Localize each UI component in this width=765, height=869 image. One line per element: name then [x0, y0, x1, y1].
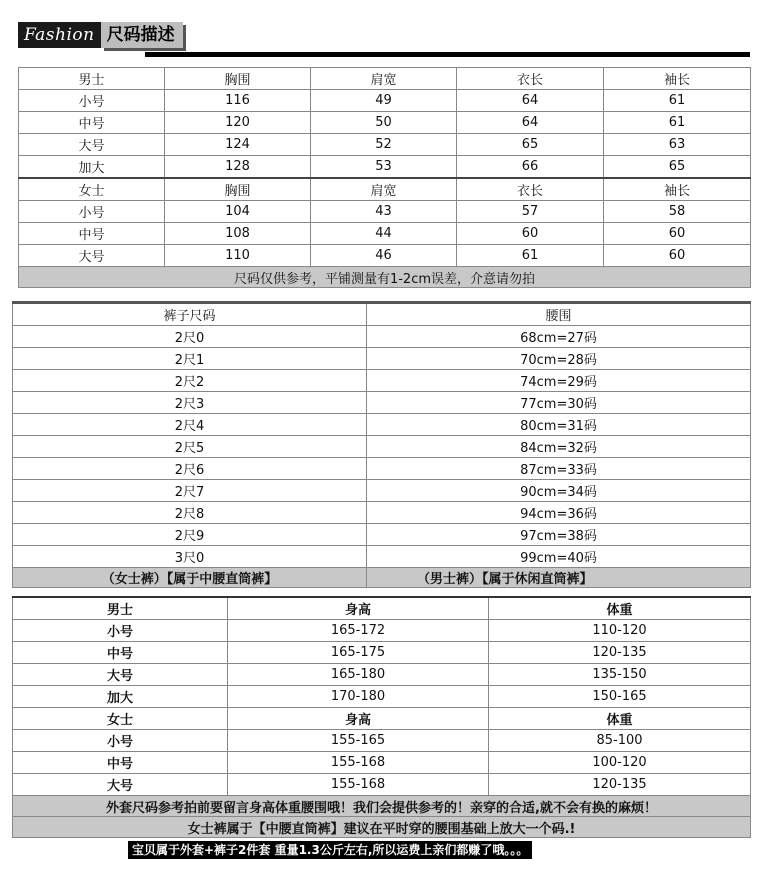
table-row	[13, 620, 751, 642]
women-pants-advice: 女士裤属于【中腰直筒裤】建议在平时穿的腰围基础上放大一个码.!	[13, 817, 751, 838]
table-cell: 120-135	[489, 774, 751, 796]
table-cell: 90cm=34码	[367, 480, 751, 502]
header-cell: 女士	[13, 708, 228, 730]
table-row	[13, 348, 751, 370]
table-cell: 61	[604, 112, 751, 134]
header-cell: 袖长	[604, 68, 751, 90]
table-cell: 2尺0	[13, 326, 367, 348]
table-row	[13, 546, 751, 568]
header-cell: 肩宽	[311, 68, 457, 90]
table-cell: 110	[165, 245, 311, 267]
table-cell: 60	[604, 245, 751, 267]
table-cell: 大号	[13, 664, 228, 686]
table-cell: 165-175	[228, 642, 489, 664]
table-cell: 61	[457, 245, 604, 267]
table-row	[19, 90, 751, 112]
shipping-note: 宝贝属于外套+裤子2件套 重量1.3公斤左右,所以运费上亲们都赚了哦。。。	[128, 841, 532, 859]
table-cell: 120	[165, 112, 311, 134]
table-cell: 大号	[19, 245, 165, 267]
table-row	[13, 326, 751, 348]
table-cell: 52	[311, 134, 457, 156]
table-cell: 94cm=36码	[367, 502, 751, 524]
table-row	[13, 502, 751, 524]
table-cell: 99cm=40码	[367, 546, 751, 568]
table-cell: 44	[311, 223, 457, 245]
header-cell: 胸围	[165, 68, 311, 90]
table-cell: 大号	[13, 774, 228, 796]
table-cell: 2尺3	[13, 392, 367, 414]
note-row	[13, 568, 751, 588]
header-cell: 女士	[19, 178, 165, 201]
table-row	[13, 642, 751, 664]
table-cell: 58	[604, 201, 751, 223]
table-cell: 43	[311, 201, 457, 223]
table-row	[19, 112, 751, 134]
table-header-row	[19, 68, 751, 90]
table-row	[19, 223, 751, 245]
table-row	[13, 414, 751, 436]
table-cell: 165-180	[228, 664, 489, 686]
table-cell: 135-150	[489, 664, 751, 686]
table-cell: 80cm=31码	[367, 414, 751, 436]
table-cell: 中号	[19, 223, 165, 245]
body-size-table	[12, 596, 751, 838]
table-cell: 2尺2	[13, 370, 367, 392]
table-cell: 49	[311, 90, 457, 112]
note-row	[13, 817, 751, 838]
table-cell: 2尺6	[13, 458, 367, 480]
header-cell: 体重	[489, 708, 751, 730]
table-cell: 61	[604, 90, 751, 112]
table-cell: 63	[604, 134, 751, 156]
table-cell: 70cm=28码	[367, 348, 751, 370]
table-cell: 65	[604, 156, 751, 179]
table-cell: 60	[604, 223, 751, 245]
table-cell: 小号	[19, 201, 165, 223]
table-cell: 155-168	[228, 774, 489, 796]
table-row	[19, 201, 751, 223]
table-row	[13, 524, 751, 546]
header-rule	[145, 52, 750, 57]
table-cell: 65	[457, 134, 604, 156]
header-cell: 肩宽	[311, 178, 457, 201]
table-cell: 116	[165, 90, 311, 112]
table-row	[19, 156, 751, 179]
pants-size-table	[12, 301, 751, 588]
header-cell: 身高	[228, 708, 489, 730]
table-cell: 66	[457, 156, 604, 179]
table-cell: 97cm=38码	[367, 524, 751, 546]
table-cell: 中号	[13, 752, 228, 774]
table-cell: 84cm=32码	[367, 436, 751, 458]
header-cell: 体重	[489, 597, 751, 620]
table-cell: 3尺0	[13, 546, 367, 568]
table-row	[13, 730, 751, 752]
header-cell: 胸围	[165, 178, 311, 201]
table-cell: 104	[165, 201, 311, 223]
table-cell: 2尺1	[13, 348, 367, 370]
table-cell: 155-168	[228, 752, 489, 774]
header-cell: 男士	[19, 68, 165, 90]
note-row	[13, 796, 751, 817]
header-cell: 衣长	[457, 68, 604, 90]
table-cell: 74cm=29码	[367, 370, 751, 392]
header-cell: 身高	[228, 597, 489, 620]
table-cell: 小号	[19, 90, 165, 112]
header-cell: 男士	[13, 597, 228, 620]
table-row	[13, 664, 751, 686]
table-row	[13, 774, 751, 796]
table-cell: 中号	[19, 112, 165, 134]
table-cell: 2尺8	[13, 502, 367, 524]
table-cell: 77cm=30码	[367, 392, 751, 414]
table-row	[13, 752, 751, 774]
table-cell: 大号	[19, 134, 165, 156]
table-cell: 小号	[13, 620, 228, 642]
table-cell: 57	[457, 201, 604, 223]
table-row	[13, 458, 751, 480]
table-cell: 85-100	[489, 730, 751, 752]
coat-size-note: 外套尺码参考拍前要留言身高体重腰围哦！我们会提供参考的！亲穿的合适,就不会有换的麻烦！	[13, 796, 751, 817]
table-row	[19, 134, 751, 156]
table-row	[13, 392, 751, 414]
brand-logo: Fashion	[18, 22, 101, 48]
table-cell: 2尺4	[13, 414, 367, 436]
measurement-note: 尺码仅供参考，平铺测量有1-2cm误差，介意请勿拍	[19, 267, 751, 288]
section-title: 尺码描述	[101, 22, 183, 48]
table-row	[13, 686, 751, 708]
table-cell: 53	[311, 156, 457, 179]
table-cell: 2尺9	[13, 524, 367, 546]
table-cell: 64	[457, 90, 604, 112]
table-row	[13, 436, 751, 458]
header-cell: 腰围	[367, 303, 751, 326]
table-cell: 2尺5	[13, 436, 367, 458]
header-cell: 袖长	[604, 178, 751, 201]
table-cell: 110-120	[489, 620, 751, 642]
table-header-row	[13, 597, 751, 620]
table-cell: 100-120	[489, 752, 751, 774]
clothing-size-table	[18, 67, 751, 288]
table-row	[19, 245, 751, 267]
table-cell: 60	[457, 223, 604, 245]
table-cell: 64	[457, 112, 604, 134]
men-pants-note: （男士裤）【属于休闲直筒裤】	[367, 568, 751, 588]
table-row	[13, 370, 751, 392]
table-cell: 150-165	[489, 686, 751, 708]
table-cell: 165-172	[228, 620, 489, 642]
table-row	[13, 480, 751, 502]
table-header-row	[13, 708, 751, 730]
table-cell: 120-135	[489, 642, 751, 664]
table-cell: 170-180	[228, 686, 489, 708]
table-header-row	[13, 303, 751, 326]
table-cell: 68cm=27码	[367, 326, 751, 348]
table-cell: 50	[311, 112, 457, 134]
table-cell: 加大	[13, 686, 228, 708]
table-cell: 87cm=33码	[367, 458, 751, 480]
table-cell: 124	[165, 134, 311, 156]
table-cell: 小号	[13, 730, 228, 752]
women-pants-note: （女士裤）【属于中腰直筒裤】	[13, 568, 367, 588]
table-cell: 128	[165, 156, 311, 179]
section-header	[18, 22, 183, 48]
table-cell: 155-165	[228, 730, 489, 752]
table-cell: 2尺7	[13, 480, 367, 502]
table-header-row	[19, 178, 751, 201]
header-cell: 裤子尺码	[13, 303, 367, 326]
table-cell: 108	[165, 223, 311, 245]
note-row	[19, 267, 751, 288]
table-cell: 中号	[13, 642, 228, 664]
table-cell: 46	[311, 245, 457, 267]
table-cell: 加大	[19, 156, 165, 179]
header-cell: 衣长	[457, 178, 604, 201]
